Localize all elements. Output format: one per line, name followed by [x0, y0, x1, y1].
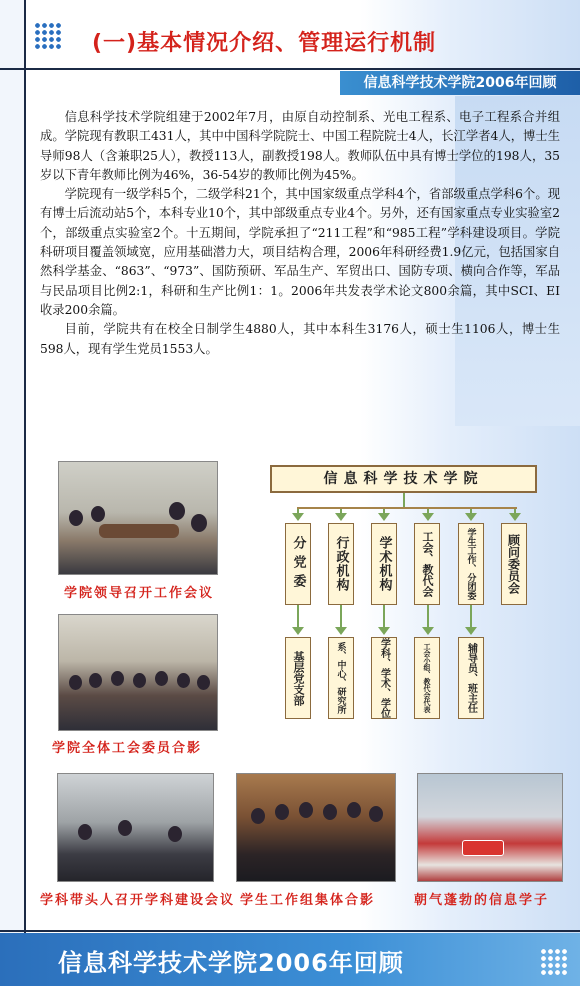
org-node-student-work: 学生工作、分团委 [458, 523, 484, 605]
paragraph-3: 目前，学院共有在校全日制学生4880人，其中本科生3176人，硕士生1106人，博士生598人，现有学生党员1553人。 [40, 322, 560, 356]
caption-discipline-meeting: 学科带头人召开学科建设会议 [40, 893, 236, 908]
dot-grid-icon [34, 22, 62, 50]
org-node-advisory: 顾问委员会 [501, 523, 527, 605]
photo-students [417, 773, 563, 882]
paragraph-2: 学院现有一级学科5个，二级学科21个，其中国家级重点学科4个，省部级重点学科6个。现有博士后流动站5个，本科专业10个，其中部级重点专业4个。另外，还有国家重点专业实验室2个，部级重点实验室2个。十五期间，学院承担了“211工程”和“985工程”学科建设项目。学院科研项目覆盖领域宽，应用基础潜力大，项目结构合理，2006年科研经费1.9亿元，包括国家自然科学基金、“863”、“973”、国防预研、军品生产、军贸出口、国防专项、横向合作等，军品与民品项目比例2:1，科研和生产比例1：1。2006年共发表学术论文800余篇，其中SCI、EI收录200余篇。 [40, 187, 560, 317]
footer-divider [0, 930, 580, 932]
left-rail [0, 0, 26, 986]
org-node-disciplines: 学科、学术、学位 [371, 637, 397, 719]
org-node-admin: 行政机构 [328, 523, 354, 605]
footer-title: 信息科学技术学院2006年回顾 [58, 949, 404, 977]
caption-leadership-meeting: 学院领导召开工作会议 [64, 586, 215, 601]
org-connector [403, 493, 405, 507]
org-node-union: 工会、教代会 [414, 523, 440, 605]
photo-discipline-meeting [57, 773, 214, 882]
photo-leadership-meeting [58, 461, 218, 575]
org-node-academic: 学术机构 [371, 523, 397, 605]
org-branch-line [297, 507, 517, 509]
photo-union-committee [58, 614, 218, 731]
caption-union-committee: 学院全体工会委员合影 [52, 741, 203, 756]
body-text [40, 108, 560, 359]
header [0, 0, 580, 70]
org-top-node: 信息科学技术学院 [270, 465, 537, 493]
page-title: (一)基本情况介绍、管理运行机制 [92, 31, 437, 56]
caption-students: 朝气蓬勃的信息学子 [414, 893, 550, 908]
caption-student-work-group: 学生工作组集体合影 [240, 893, 376, 908]
header-divider [0, 68, 580, 70]
header-banner: 信息科学技术学院2006年回顾 [340, 71, 580, 95]
org-node-union-reps: 工会小组、教代会代表 [414, 637, 440, 719]
paragraph-1: 信息科学技术学院组建于2002年7月，由原自动控制系、光电工程系、电子工程系合并组成。学院现有教职工431人，其中中国科学院院士、中国工程院院士4人，长江学者4人，博士生导师98人（含兼职25人），教授113人，副教授198人。教师队伍中具有博士学位的198人，35岁以下青年教师比例为46%，36-54岁的教师比例为45%。 [40, 110, 560, 182]
left-rail-line [24, 0, 26, 986]
org-node-party: 分党委 [285, 523, 311, 605]
photo-student-work-group [236, 773, 396, 882]
org-node-counselors: 辅导员、班主任 [458, 637, 484, 719]
dot-grid-icon [540, 948, 568, 976]
org-node-departments: 系、中心、研究所 [328, 637, 354, 719]
org-node-party-branch: 基层党支部 [285, 637, 311, 719]
